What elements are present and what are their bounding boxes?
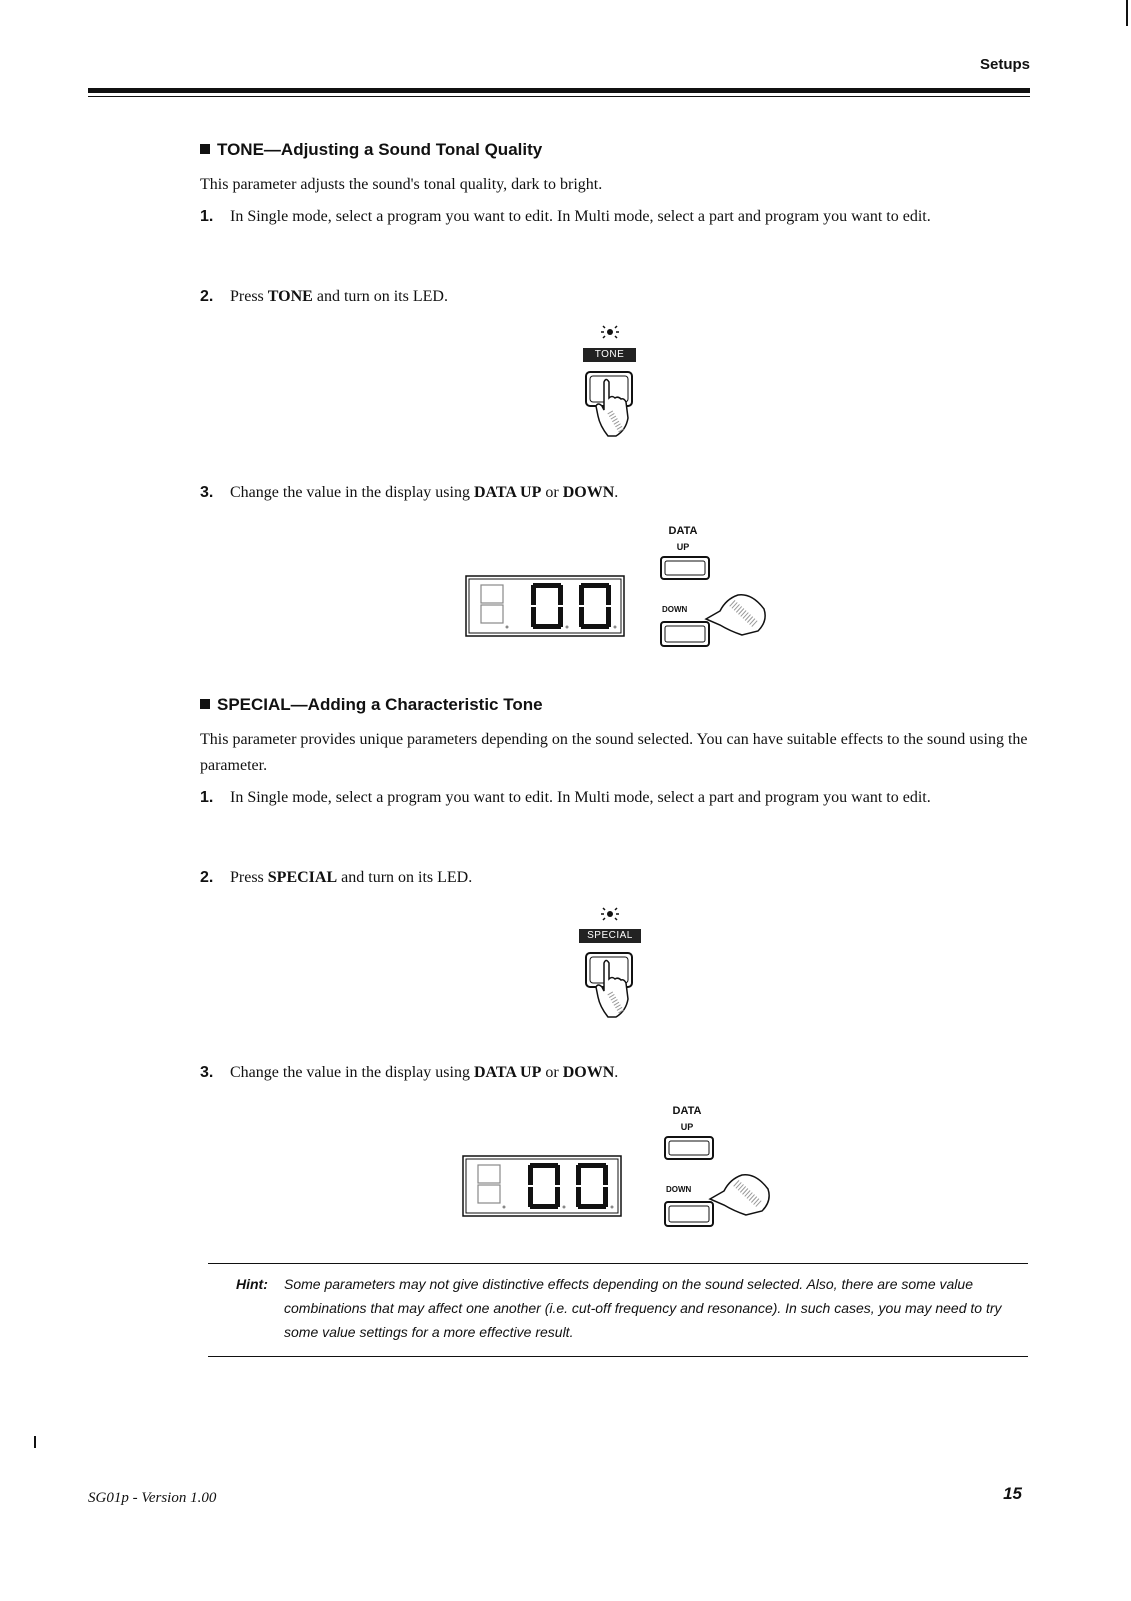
data-up-button[interactable] bbox=[660, 556, 710, 585]
header-rule-thin bbox=[88, 96, 1030, 97]
running-head: Setups bbox=[979, 56, 1030, 73]
down-label: DOWN bbox=[666, 1185, 692, 1194]
step-text-bold: TONE bbox=[267, 288, 313, 305]
step-text bbox=[230, 1060, 1030, 1086]
step-text-pre: Change the value in the display using bbox=[230, 1064, 474, 1081]
hint-text: Some parameters may not give distinctive effects depending on the sound selected. Also, there are some value combinations that may affect one another (i.e. cut-off frequency and resonance). In such cases, you may need to try some value settings for a more effective result. bbox=[284, 1276, 1002, 1340]
heading-bullet bbox=[200, 699, 210, 709]
tone-heading-text: TONE—Adjusting a Sound Tonal Quality bbox=[217, 140, 543, 159]
special-button-label: SPECIAL bbox=[579, 929, 641, 943]
step-text-mid: or bbox=[541, 1064, 563, 1081]
down-label: DOWN bbox=[662, 605, 688, 614]
tone-step-2 bbox=[200, 284, 1030, 310]
step-text-post: . bbox=[614, 484, 619, 501]
step-number: 1. bbox=[200, 789, 214, 806]
up-label: UP bbox=[676, 542, 690, 552]
step-text-bold-1: DATA UP bbox=[473, 1064, 542, 1081]
step-text-mid: or bbox=[541, 484, 563, 501]
header-rule-thick bbox=[88, 88, 1030, 93]
hint-label: Hint: bbox=[236, 1276, 268, 1292]
edge-mark-top bbox=[1126, 0, 1128, 26]
tone-button-press-icon[interactable] bbox=[582, 368, 642, 445]
step-text: In Single mode, select a program you want to edit. In Multi mode, select a part and program you want to edit. bbox=[230, 789, 931, 806]
step-text bbox=[230, 284, 1030, 310]
step-text-bold-2: DOWN bbox=[562, 484, 615, 501]
tone-step-3 bbox=[200, 480, 1030, 506]
up-label: UP bbox=[680, 1122, 694, 1132]
step-text-pre: Press bbox=[230, 869, 268, 886]
tone-heading bbox=[200, 140, 542, 160]
step-text-post: . bbox=[614, 1064, 619, 1081]
led-icon bbox=[598, 323, 622, 346]
data-label: DATA bbox=[668, 525, 698, 537]
step-text-post: and turn on its LED. bbox=[312, 288, 448, 305]
step-text: In Single mode, select a program you want to edit. In Multi mode, select a part and program you want to edit. bbox=[230, 208, 931, 225]
step-text bbox=[230, 480, 1030, 506]
special-heading-text: SPECIAL—Adding a Characteristic Tone bbox=[217, 695, 543, 714]
step-text-pre: Press bbox=[230, 288, 268, 305]
step-text-pre: Change the value in the display using bbox=[230, 484, 474, 501]
step-number: 2. bbox=[200, 869, 214, 886]
step-text-bold: SPECIAL bbox=[267, 869, 338, 886]
step-number: 3. bbox=[200, 1064, 214, 1081]
special-step-1 bbox=[200, 785, 1030, 811]
step-text-post: and turn on its LED. bbox=[337, 869, 473, 886]
hint bbox=[236, 1272, 1016, 1344]
special-heading bbox=[200, 695, 543, 715]
hint-rule-bottom bbox=[208, 1356, 1028, 1357]
data-label: DATA bbox=[672, 1105, 702, 1117]
seven-segment-display bbox=[462, 1155, 622, 1222]
step-number: 2. bbox=[200, 288, 214, 305]
tone-step-1 bbox=[200, 204, 1030, 230]
step-number: 1. bbox=[200, 208, 214, 225]
special-intro: This parameter provides unique parameters depending on the sound selected. You can have suitable effects to the sound using the parameter. bbox=[200, 731, 1028, 774]
special-step-2 bbox=[200, 865, 1030, 891]
page-number: 15 bbox=[1003, 1484, 1022, 1503]
step-number: 3. bbox=[200, 484, 214, 501]
special-step-3 bbox=[200, 1060, 1030, 1086]
tone-button-label: TONE bbox=[583, 348, 636, 362]
led-icon bbox=[598, 905, 622, 928]
seven-segment-display bbox=[465, 575, 625, 642]
step-text bbox=[230, 865, 1030, 891]
data-down-press-icon[interactable] bbox=[664, 1165, 774, 1240]
tone-intro: This parameter adjusts the sound's tonal quality, dark to bright. bbox=[200, 176, 603, 193]
special-button-press-icon[interactable] bbox=[582, 949, 642, 1026]
margin-mark bbox=[34, 1436, 36, 1448]
data-up-button[interactable] bbox=[664, 1136, 714, 1165]
step-text-bold-2: DOWN bbox=[562, 1064, 615, 1081]
data-down-press-icon[interactable] bbox=[660, 585, 770, 660]
step-text-bold-1: DATA UP bbox=[473, 484, 542, 501]
footer-version: SG01p - Version 1.00 bbox=[88, 1490, 217, 1506]
hint-rule-top bbox=[208, 1263, 1028, 1264]
heading-bullet bbox=[200, 144, 210, 154]
